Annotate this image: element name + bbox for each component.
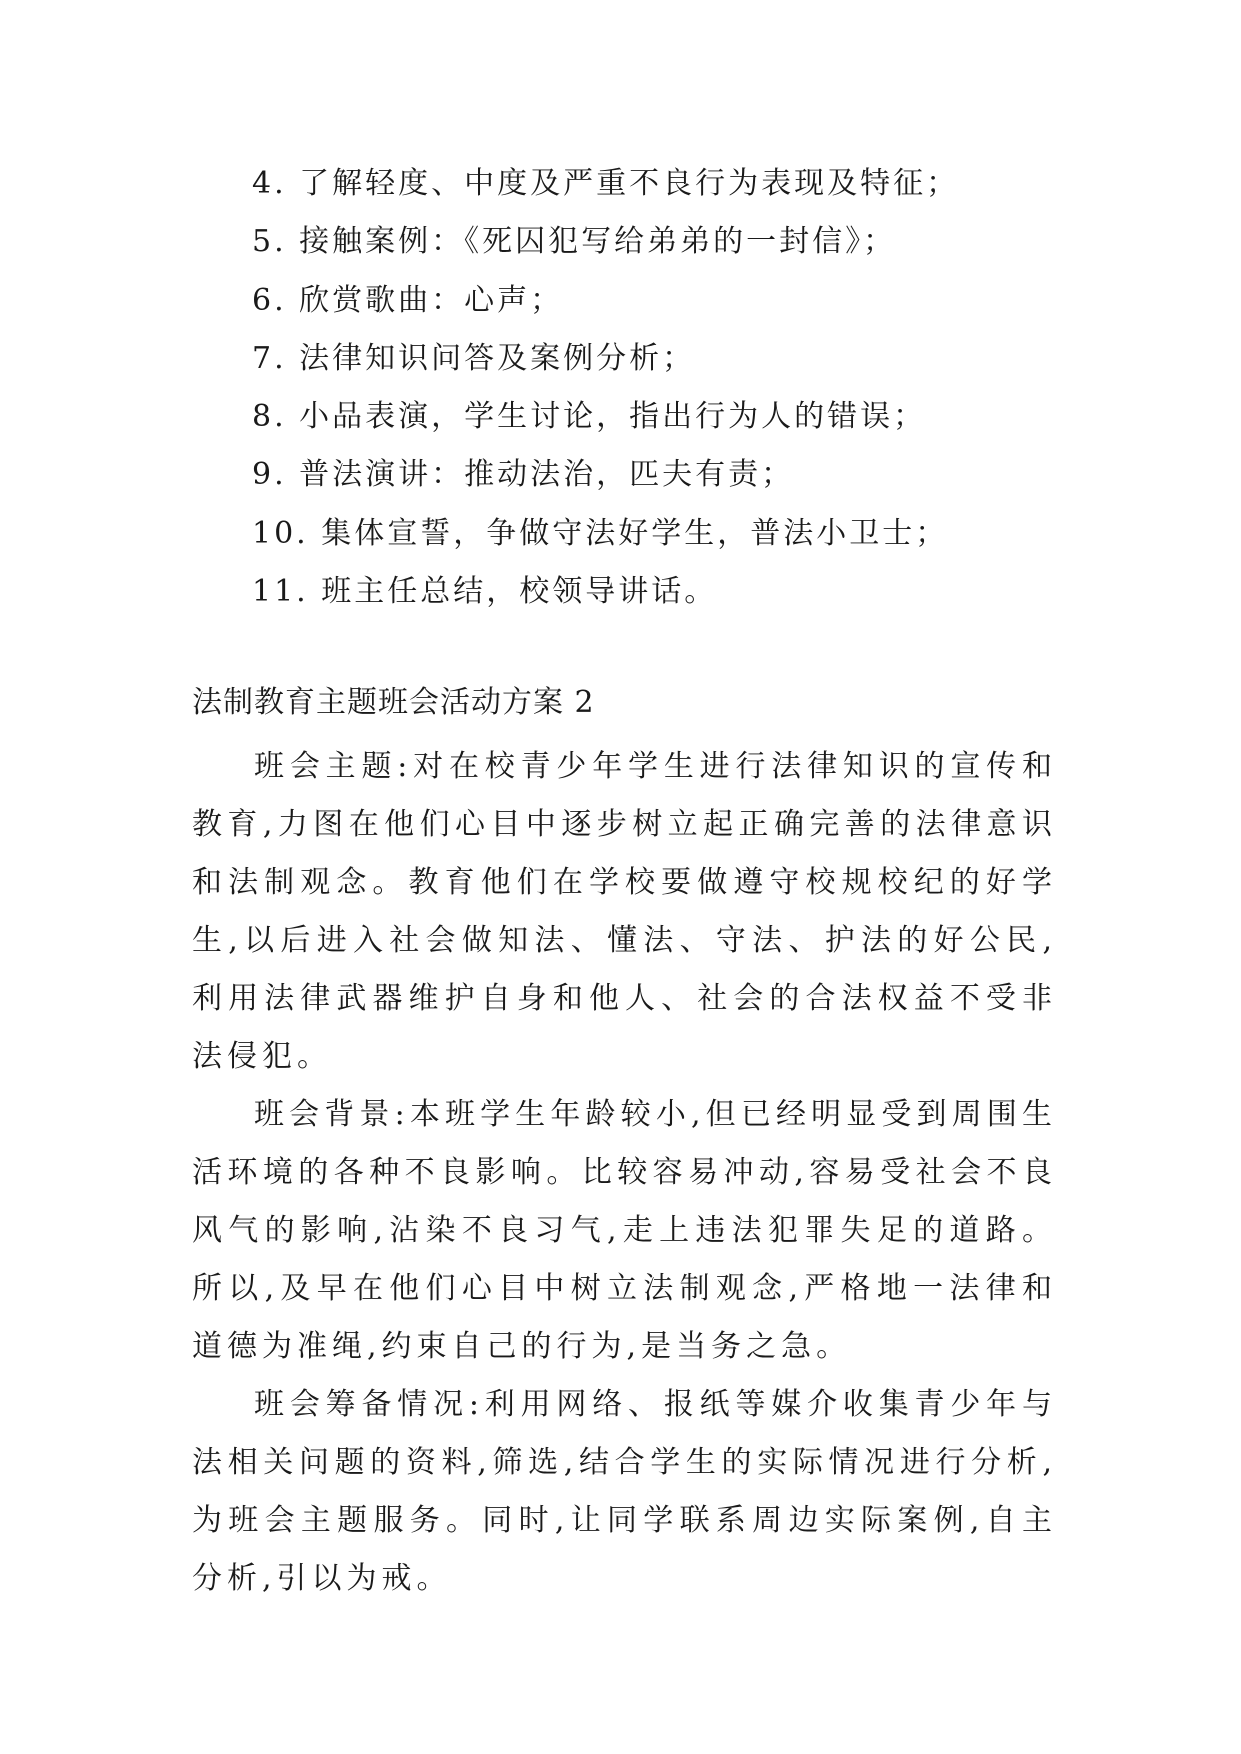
- list-item: 5. 接触案例：《死囚犯写给弟弟的一封信》；: [252, 224, 897, 260]
- paragraph-theme: 班会主题:对在校青少年学生进行法律知识的宣传和教育,力图在他们心目中逐步树立起正确完善的法律意识和法制观念。教育他们在学校要做遵守校规校纪的好学生,以后进入社会做知法、懂法、守法、护法的好公民,利用法律武器维护自身和他人、社会的合法权益不受非法侵犯。: [192, 749, 1057, 1074]
- list-item: 8. 小品表演，学生讨论，指出行为人的错误；: [252, 399, 927, 435]
- paragraph-preparation: 班会筹备情况:利用网络、报纸等媒介收集青少年与法相关问题的资料,筛选,结合学生的实际情况进行分析,为班会主题服务。同时,让同学联系周边实际案例,自主分析,引以为戒。: [192, 1387, 1057, 1596]
- list-item: 9. 普法演讲：推动法治，匹夫有责；: [252, 457, 795, 493]
- section-title: 法制教育主题班会活动方案 2: [192, 685, 595, 720]
- list-item: 11. 班主任总结，校领导讲话。: [252, 574, 718, 610]
- list-item: 7. 法律知识问答及案例分析；: [252, 340, 696, 376]
- paragraph-background: 班会背景:本班学生年龄较小,但已经明显受到周围生活环境的各种不良影响。比较容易冲动,容易受社会不良风气的影响,沾染不良习气,走上违法犯罪失足的道路。所以,及早在他们心目中树立法制观念,严格地一法律和道德为准绳,约束自己的行为,是当务之急。: [192, 1097, 1057, 1364]
- document-body: [192, 738, 1057, 1608]
- list-item: 6. 欣赏歌曲：心声；: [252, 282, 564, 318]
- activity-step-list: [252, 155, 1152, 621]
- list-item: 4. 了解轻度、中度及严重不良行为表现及特征；: [252, 166, 960, 201]
- list-item: 10. 集体宣誓，争做守法好学生，普法小卫士；: [252, 515, 949, 551]
